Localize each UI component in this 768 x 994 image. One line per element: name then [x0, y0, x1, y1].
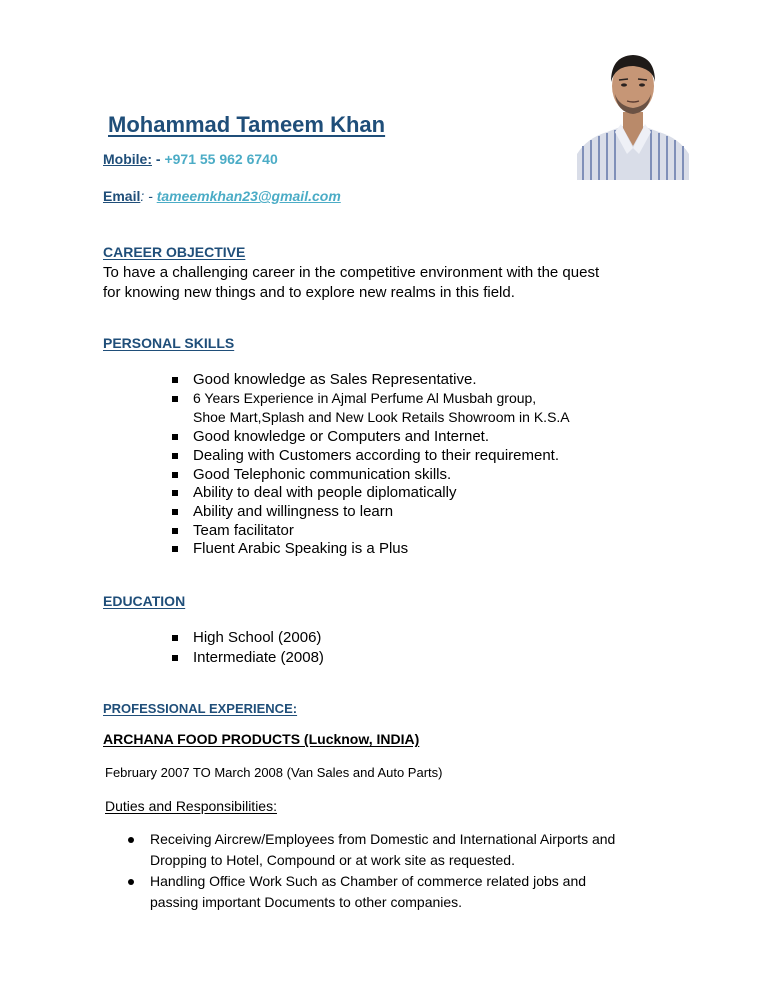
square-bullet-icon [172, 490, 178, 496]
skill-text: Fluent Arabic Speaking is a Plus [193, 540, 409, 557]
mobile-line [103, 151, 278, 167]
skill-text: Good Telephonic communication skills. [193, 466, 452, 483]
square-bullet-icon [172, 635, 178, 641]
skill-text: Good knowledge or Computers and Internet. [193, 428, 490, 445]
skill-text-continued: Shoe Mart,Splash and New Look Retails Showroom in K.S.A [193, 409, 570, 425]
square-bullet-icon [172, 472, 178, 478]
skill-text: 6 Years Experience in Ajmal Perfume Al Musbah group, [193, 390, 537, 406]
email-label: Email [103, 188, 141, 204]
duty-line: Receiving Aircrew/Employees from Domestic and International Airports and [150, 831, 616, 847]
career-objective-heading: CAREER OBJECTIVE [103, 244, 246, 260]
professional-experience-heading: PROFESSIONAL EXPERIENCE: [103, 701, 298, 716]
square-bullet-icon [172, 453, 178, 459]
education-text: High School (2006) [193, 629, 322, 646]
skill-text: Ability to deal with people diplomatically [193, 484, 457, 501]
email-link[interactable]: tameemkhan23@gmail.com [156, 188, 341, 204]
education-heading: EDUCATION [103, 593, 186, 609]
mobile-separator: - [152, 151, 165, 167]
mobile-value: +971 55 962 6740 [164, 151, 278, 167]
personal-skills-heading: PERSONAL SKILLS [103, 335, 235, 351]
career-objective-line-2: for knowing new things and to explore new realms in this field. [103, 284, 515, 301]
square-bullet-icon [172, 434, 178, 440]
duty-line: Handling Office Work Such as Chamber of commerce related jobs and [150, 873, 587, 889]
profile-photo-image [577, 42, 689, 180]
round-bullet-icon [128, 837, 134, 843]
candidate-name: Mohammad Tameem Khan [108, 112, 386, 137]
email-separator: : - [140, 188, 157, 204]
skill-text: Team facilitator [193, 522, 294, 539]
skill-text: Good knowledge as Sales Representative. [193, 371, 477, 388]
square-bullet-icon [172, 528, 178, 534]
duties-heading: Duties and Responsibilities: [105, 798, 277, 814]
company-name: ARCHANA FOOD PRODUCTS (Lucknow, INDIA) [103, 731, 420, 747]
square-bullet-icon [172, 655, 178, 661]
career-objective-line-1: To have a challenging career in the competitive environment with the quest [103, 264, 600, 281]
square-bullet-icon [172, 396, 178, 402]
education-text: Intermediate (2008) [193, 649, 324, 666]
duty-line: passing important Documents to other companies. [150, 894, 463, 910]
round-bullet-icon [128, 879, 134, 885]
employment-period: February 2007 TO March 2008 (Van Sales and Auto Parts) [105, 765, 443, 780]
square-bullet-icon [172, 546, 178, 552]
square-bullet-icon [172, 509, 178, 515]
skill-text: Ability and willingness to learn [193, 503, 394, 520]
mobile-label: Mobile: [103, 151, 152, 167]
email-line [103, 188, 341, 204]
duty-line: Dropping to Hotel, Compound or at work site as requested. [150, 852, 515, 868]
skill-text: Dealing with Customers according to their requirement. [193, 447, 559, 464]
profile-photo [577, 42, 689, 180]
square-bullet-icon [172, 377, 178, 383]
